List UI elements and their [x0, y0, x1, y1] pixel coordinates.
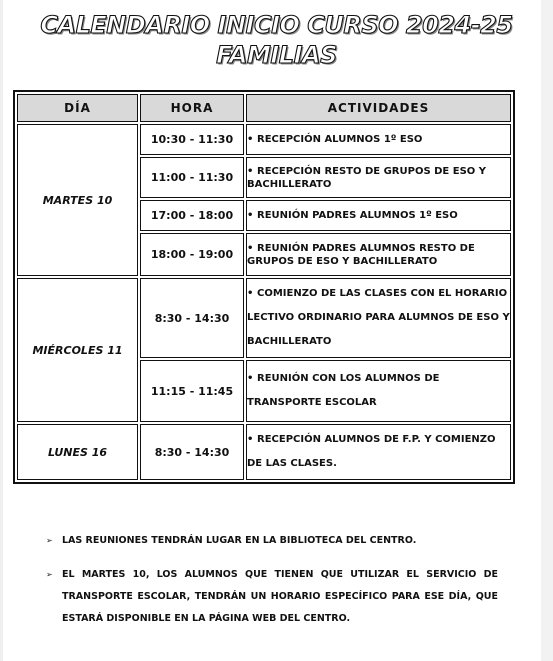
table-header-row: [17, 94, 511, 122]
activity-text: RECEPCIÓN ALUMNOS 1º ESO: [257, 134, 423, 145]
bullet: •: [247, 210, 254, 221]
table-row: [17, 124, 511, 155]
note-item: [46, 534, 498, 548]
hour-cell: 17:00 - 18:00: [140, 200, 244, 231]
bullet: •: [247, 134, 254, 145]
activity-text: REUNIÓN PADRES ALUMNOS RESTO DE GRUPOS DE ESO Y BACHILLERATO: [247, 242, 475, 267]
page-title: [0, 10, 553, 70]
activity-cell: [246, 233, 511, 276]
arrow-bullet-icon: ➢: [46, 570, 53, 579]
activity-cell: [246, 157, 511, 198]
note-text: LAS REUNIONES TENDRÁN LUGAR EN LA BIBLIOTECA DEL CENTRO.: [62, 535, 417, 546]
note-text: EL MARTES 10, LOS ALUMNOS QUE TIENEN QUE UTILIZAR EL SERVICIO DE TRANSPORTE ESCOLAR, TENDRÁN UN HORARIO ESPECÍFICO PARA ESE DÍA, QUE ESTARÁ DISPONIBLE EN LA PÁGINA WEB DEL CENTRO.: [62, 569, 498, 624]
activity-text: COMIENZO DE LAS CLASES CON EL HORARIO LECTIVO ORDINARIO PARA ALUMNOS DE ESO Y BACHILLERATO: [247, 288, 510, 347]
table-row: [17, 424, 511, 480]
day-cell-lunes: LUNES 16: [17, 424, 138, 480]
activity-text: REUNIÓN PADRES ALUMNOS 1º ESO: [257, 210, 458, 221]
bullet: •: [247, 165, 254, 177]
arrow-bullet-icon: ➢: [46, 536, 53, 545]
bullet: •: [247, 288, 254, 299]
header-dia: DÍA: [17, 94, 138, 122]
hour-cell: 10:30 - 11:30: [140, 124, 244, 155]
header-hora: HORA: [140, 94, 244, 122]
title-line-1: CALENDARIO INICIO CURSO 2024-25: [40, 11, 513, 39]
activity-text: REUNIÓN CON LOS ALUMNOS DE TRANSPORTE ESCOLAR: [247, 373, 440, 408]
hour-cell: 8:30 - 14:30: [140, 424, 244, 480]
activity-cell: [246, 424, 511, 480]
activity-text: RECEPCIÓN ALUMNOS DE F.P. Y COMIENZO DE LAS CLASES.: [247, 434, 496, 469]
hour-cell: 8:30 - 14:30: [140, 278, 244, 358]
left-edge: [0, 0, 3, 661]
bullet: •: [247, 434, 254, 445]
hour-cell: 18:00 - 19:00: [140, 233, 244, 276]
note-item: [46, 564, 498, 630]
table-row: [17, 278, 511, 358]
title-line-2: FAMILIAS: [216, 41, 337, 69]
notes-list: [46, 534, 498, 630]
bullet: •: [247, 242, 254, 254]
activity-cell: [246, 360, 511, 422]
bullet: •: [247, 373, 254, 384]
day-cell-martes: MARTES 10: [17, 124, 138, 276]
right-edge: [541, 0, 553, 661]
activity-cell: [246, 124, 511, 155]
activity-cell: [246, 200, 511, 231]
hour-cell: 11:00 - 11:30: [140, 157, 244, 198]
header-actividades: ACTIVIDADES: [246, 94, 511, 122]
day-cell-miercoles: MIÉRCOLES 11: [17, 278, 138, 422]
calendar-table: [13, 90, 515, 484]
activity-cell: [246, 278, 511, 358]
activity-text: RECEPCIÓN RESTO DE GRUPOS DE ESO Y BACHILLERATO: [247, 165, 487, 190]
hour-cell: 11:15 - 11:45: [140, 360, 244, 422]
